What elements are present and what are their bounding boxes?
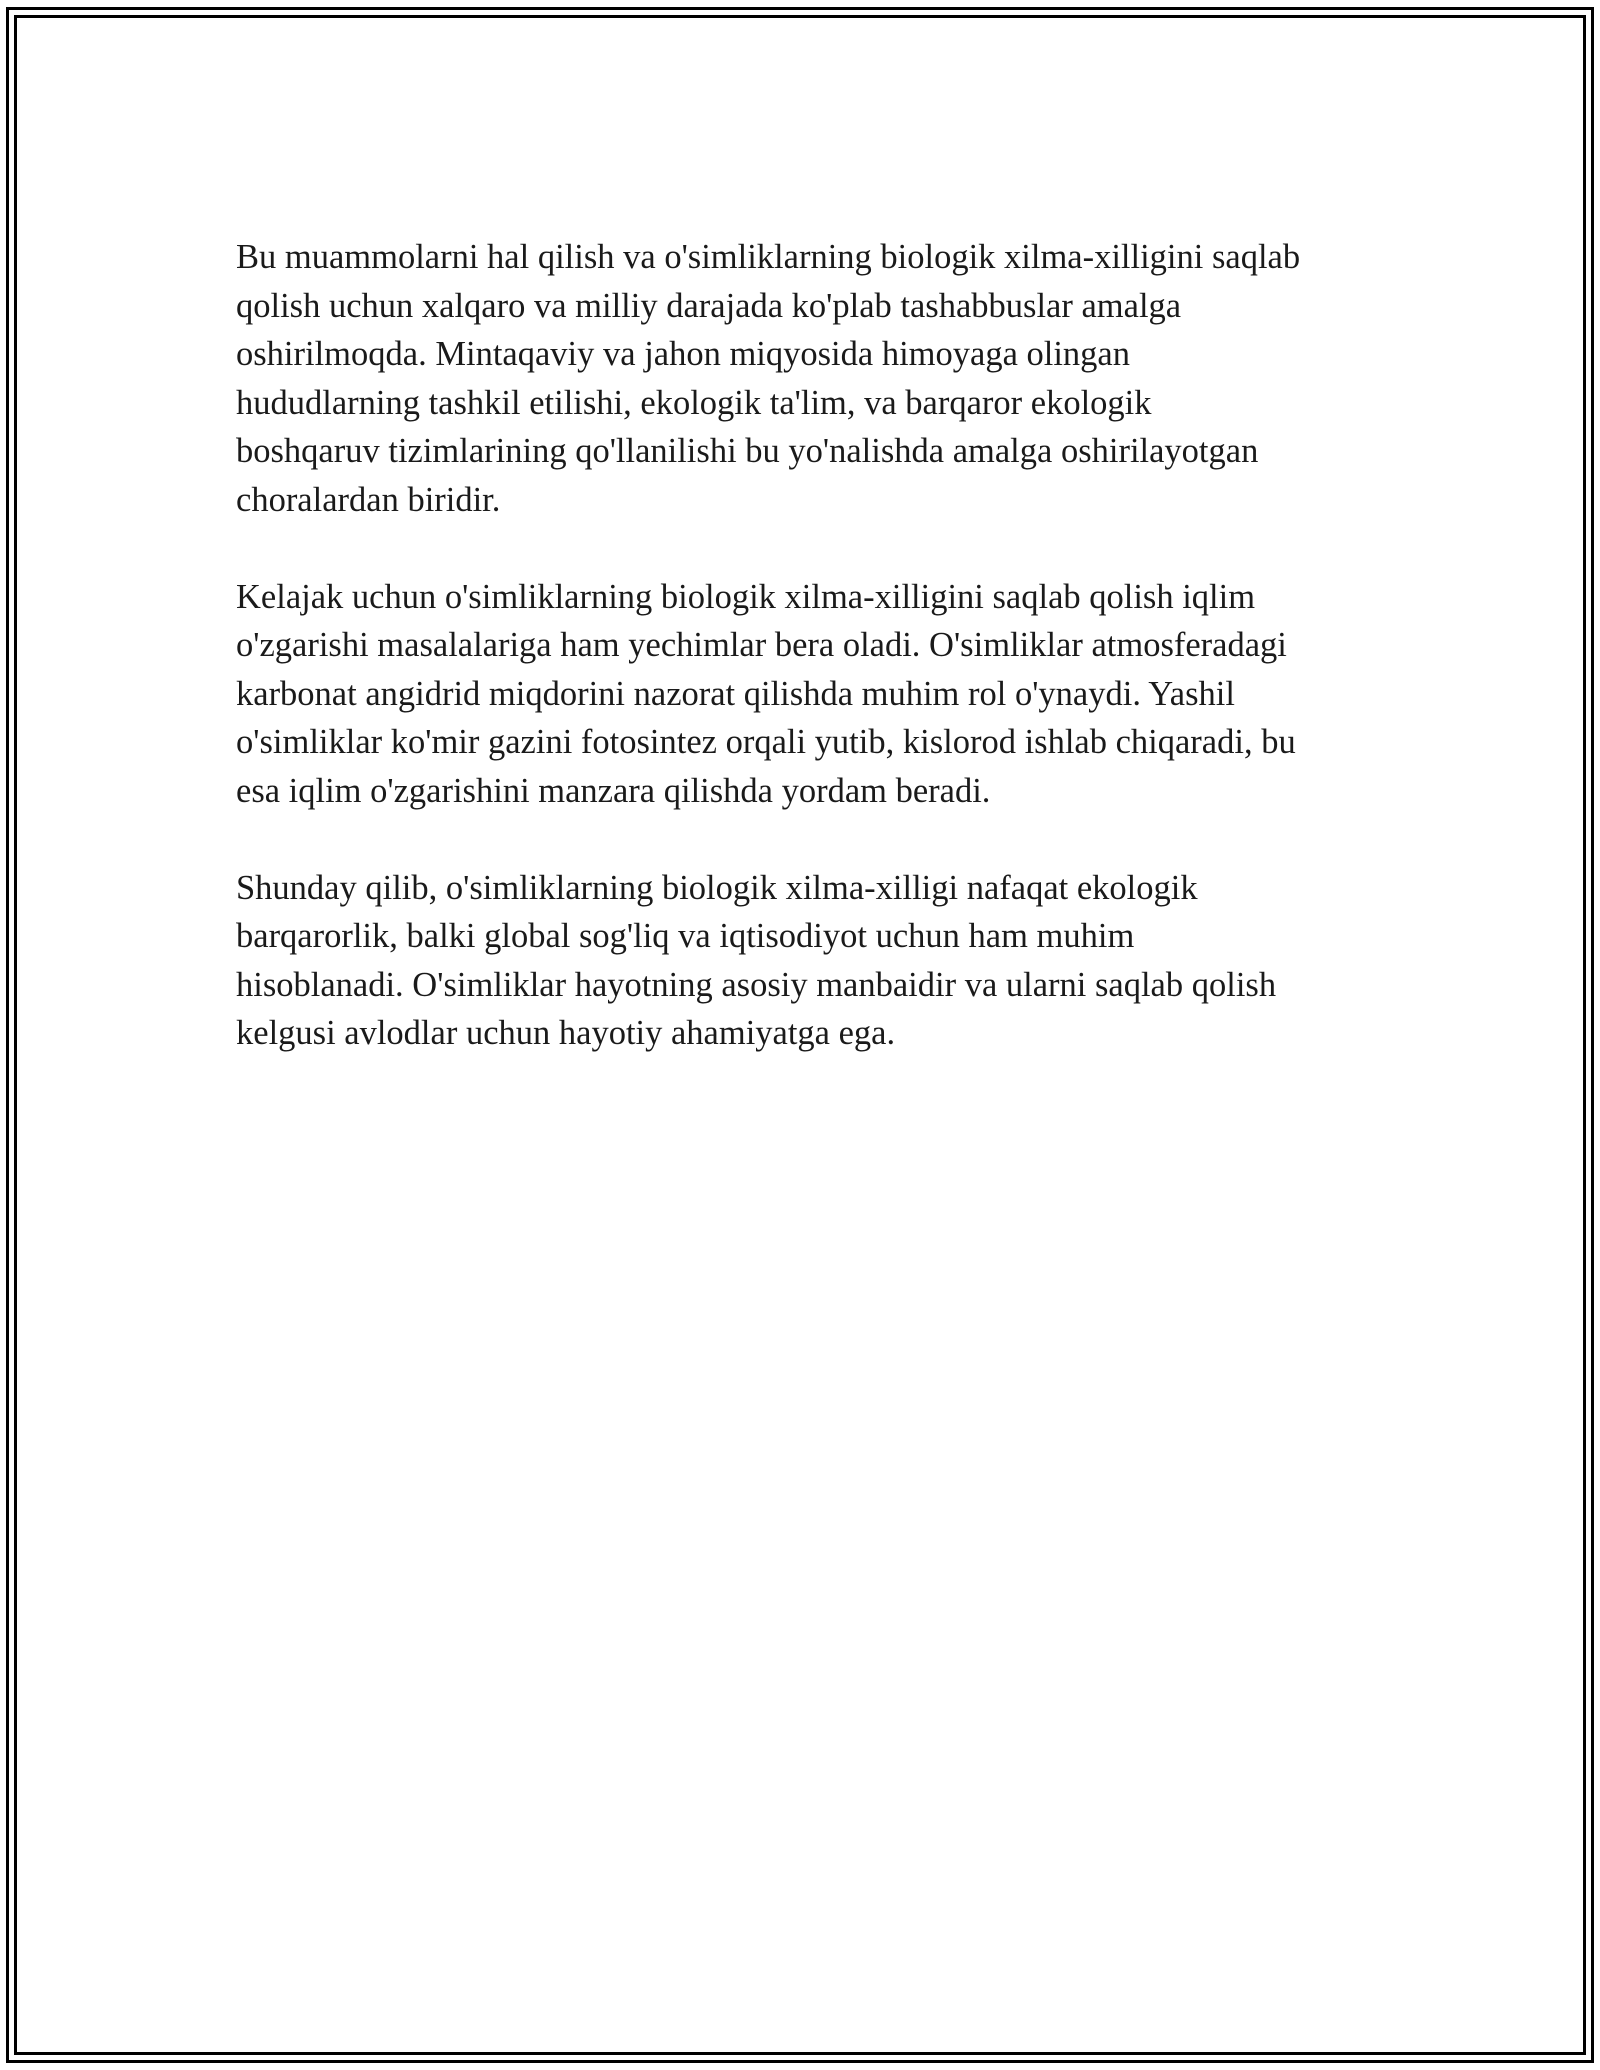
document-body: [236, 233, 1376, 1106]
text-line: kelgusi avlodlar uchun hayotiy ahamiyatga ega.: [236, 1014, 896, 1052]
text-line: boshqaruv tizimlarining qo'llanilishi bu yo'nalishda amalga oshirilayotgan: [236, 432, 1259, 470]
paragraph-1: [236, 233, 1376, 524]
text-line: karbonat angidrid miqdorini nazorat qilishda muhim rol o'ynaydi. Yashil: [236, 674, 1235, 713]
text-line: hisoblanadi. O'simliklar hayotning asosiy manbaidir va ularni saqlab qolish: [236, 965, 1277, 1004]
text-line: esa iqlim o'zgarishini manzara qilishda yordam beradi.: [236, 771, 991, 810]
paragraph-2: [236, 573, 1376, 816]
text-line: hududlarning tashkil etilishi, ekologik ta'lim, va barqaror ekologik: [236, 383, 1152, 422]
text-line: oshirilmoqda. Mintaqaviy va jahon miqyosida himoyaga olingan: [236, 335, 1130, 373]
text-line: choralardan biridir.: [236, 480, 501, 519]
text-line: barqarorlik, balki global sog'liq va iqtisodiyot uchun ham muhim: [236, 917, 1135, 955]
text-line: o'zgarishi masalalariga ham yechimlar bera oladi. O'simliklar atmosferadagi: [236, 626, 1287, 664]
text-line: o'simliklar ko'mir gazini fotosintez orqali yutib, kislorod ishlab chiqaradi, bu: [236, 723, 1296, 761]
text-line: Kelajak uchun o'simliklarning biologik xilma-xilligini saqlab qolish iqlim: [236, 577, 1256, 616]
paragraph-3: [236, 864, 1376, 1058]
text-line: Bu muammolarni hal qilish va o'simliklarning biologik xilma-xilligini saqlab: [236, 238, 1301, 276]
text-line: qolish uchun xalqaro va milliy darajada ko'plab tashabbuslar amalga: [236, 286, 1182, 325]
text-line: Shunday qilib, o'simliklarning biologik xilma-xilligi nafaqat ekologik: [236, 868, 1198, 907]
